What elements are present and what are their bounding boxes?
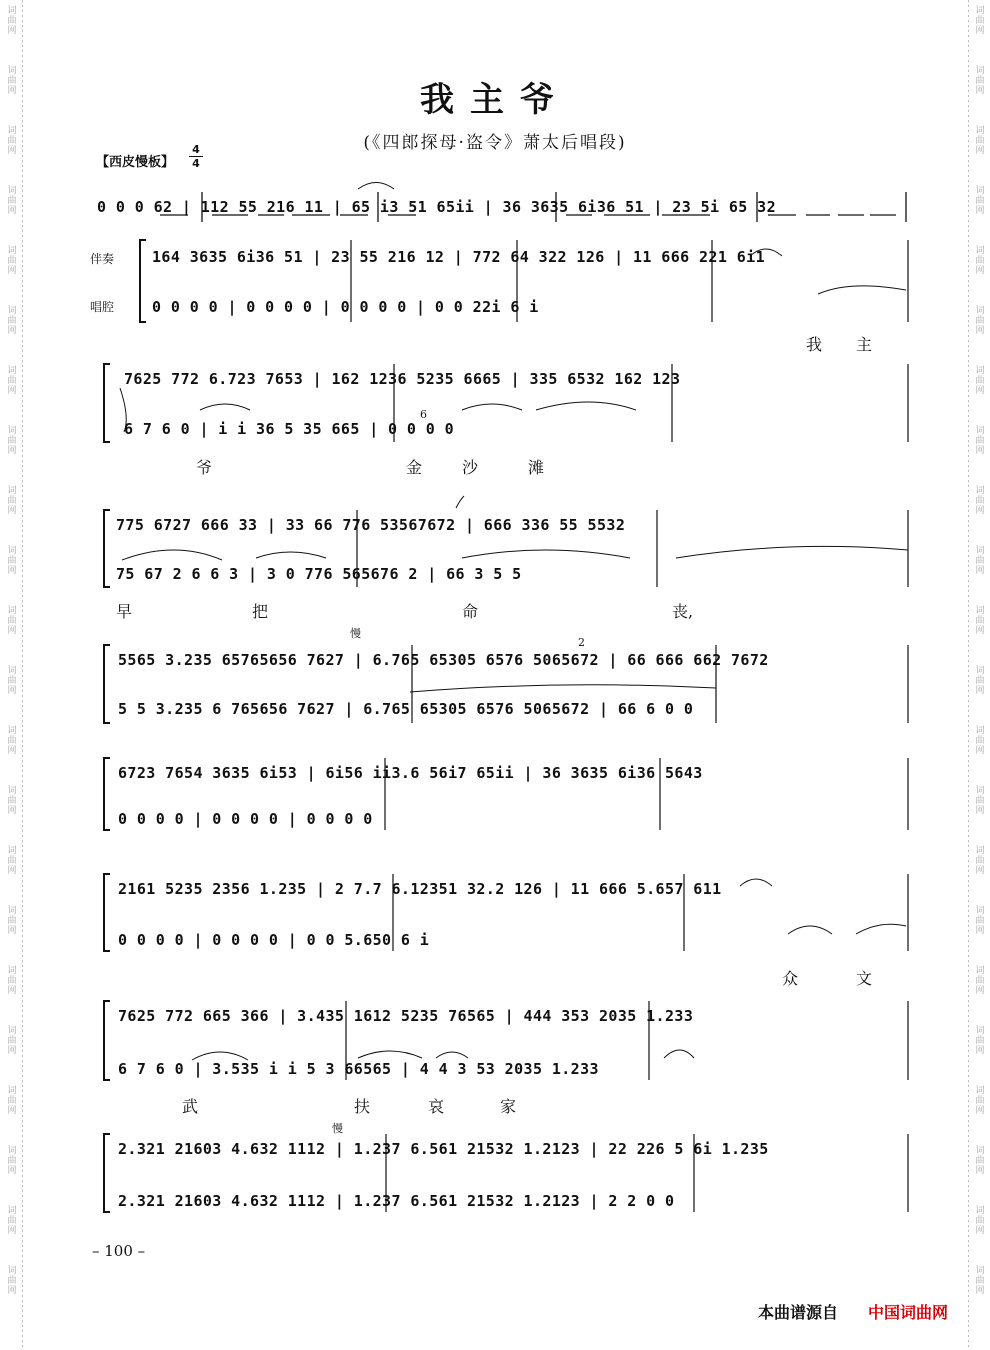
watermark-text: 词 曲 网 xyxy=(7,366,17,396)
watermark-text: 词 曲 网 xyxy=(975,6,985,36)
watermark-text: 词 曲 网 xyxy=(7,546,17,576)
watermark-text: 词 曲 网 xyxy=(975,1146,985,1176)
watermark-text: 词 曲 网 xyxy=(7,1026,17,1056)
lyric: 主 xyxy=(856,335,873,354)
watermark-text: 词 曲 网 xyxy=(975,846,985,876)
lyric: 金 xyxy=(406,458,423,477)
system-6-accompaniment: 2161 5235 2356 1.235 | 2 7.7 6.12351 32.2 126 | 11 666 5.657 611 xyxy=(118,880,722,898)
watermark-text: 词 曲 网 xyxy=(975,486,985,516)
watermark-text: 词 曲 网 xyxy=(975,966,985,996)
watermark-text: 词 曲 网 xyxy=(7,66,17,96)
system-4-vocal: 5 5 3.235 6 765656 7627 | 6.765 65305 6576 5065672 | 66 6 0 0 xyxy=(118,700,694,718)
watermark-text: 词 曲 网 xyxy=(7,1206,17,1236)
intro-notation-line: 0 0 0 62 | 112 55 216 11 | 65 i3 51 65ii | 36 3635 6i36 51 | 23 5i 65 32 xyxy=(97,198,777,216)
watermark-text: 词 曲 网 xyxy=(975,906,985,936)
watermark-text: 词 曲 网 xyxy=(7,846,17,876)
watermark-text: 词 曲 网 xyxy=(7,426,17,456)
slow-marking: 慢 xyxy=(350,627,361,640)
tempo-marking: 【西皮慢板】 xyxy=(96,155,175,170)
watermark-text: 词 曲 网 xyxy=(975,666,985,696)
watermark-text: 词 曲 网 xyxy=(7,906,17,936)
watermark-text: 词 曲 网 xyxy=(7,786,17,816)
lyric: 我 xyxy=(806,335,823,354)
system-6-vocal: 0 0 0 0 | 0 0 0 0 | 0 0 5.650 6 i xyxy=(118,931,430,949)
lyric: 滩 xyxy=(528,458,545,477)
song-title: 我主爷 xyxy=(420,80,570,120)
system-1-accompaniment: 164 3635 6i36 51 | 23 55 216 12 | 772 64 322 126 | 11 666 221 6i1 xyxy=(152,248,765,266)
slow-marking: 慢 xyxy=(332,1122,343,1135)
lyric: 丧, xyxy=(672,602,694,621)
grace-note: 2 xyxy=(578,636,585,649)
system-8-vocal: 2.321 21603 4.632 1112 | 1.237 6.561 21532 1.2123 | 2 2 0 0 xyxy=(118,1192,675,1210)
lyric: 扶 xyxy=(354,1097,371,1116)
watermark-text: 词 曲 网 xyxy=(7,126,17,156)
watermark-text: 词 曲 网 xyxy=(7,606,17,636)
watermark-text: 词 曲 网 xyxy=(975,246,985,276)
system-8-accompaniment: 2.321 21603 4.632 1112 | 1.237 6.561 21532 1.2123 | 22 226 5 6i 1.235 xyxy=(118,1140,769,1158)
watermark-text: 词 曲 网 xyxy=(7,966,17,996)
watermark-text: 词 曲 网 xyxy=(975,66,985,96)
system-2-vocal: 6 7 6 0 | i i 36 5 35 665 | 0 0 0 0 xyxy=(124,420,455,438)
watermark-text: 词 曲 网 xyxy=(7,1266,17,1296)
source-prefix: 本曲谱源自 xyxy=(758,1303,839,1322)
watermark-text: 词 曲 网 xyxy=(7,246,17,276)
watermark-text: 词 曲 网 xyxy=(7,486,17,516)
lyric: 家 xyxy=(500,1097,517,1116)
source-site: 中国词曲网 xyxy=(868,1303,949,1322)
watermark-text: 词 曲 网 xyxy=(975,1206,985,1236)
watermark-text: 词 曲 网 xyxy=(975,786,985,816)
lyric: 爷 xyxy=(196,458,213,477)
lyric: 沙 xyxy=(462,458,479,477)
watermark-text: 词 曲 网 xyxy=(975,126,985,156)
time-signature-top: 4 xyxy=(192,143,200,156)
watermark-text: 词 曲 网 xyxy=(7,186,17,216)
lyric: 哀 xyxy=(428,1097,445,1116)
watermark-text: 词 曲 网 xyxy=(7,306,17,336)
system-7-accompaniment: 7625 772 665 366 | 3.435 1612 5235 76565 | 444 353 2035 1.233 xyxy=(118,1007,694,1025)
watermark-text: 词 曲 网 xyxy=(7,6,17,36)
watermark-text: 词 曲 网 xyxy=(7,726,17,756)
watermark-text: 词 曲 网 xyxy=(975,306,985,336)
accompaniment-label: 伴奏 xyxy=(90,252,115,266)
watermark-text: 词 曲 网 xyxy=(975,366,985,396)
watermark-text: 词 曲 网 xyxy=(975,546,985,576)
system-7-vocal: 6 7 6 0 | 3.535 i i 5 3 66565 | 4 4 3 53 2035 1.233 xyxy=(118,1060,599,1078)
watermark-text: 词 曲 网 xyxy=(975,1086,985,1116)
watermark-text: 词 曲 网 xyxy=(7,1086,17,1116)
watermark-text: 词 曲 网 xyxy=(7,1146,17,1176)
song-subtitle: (《四郎探母·盗令》萧太后唱段) xyxy=(363,133,627,153)
lyric: 早 xyxy=(116,602,133,621)
system-5-accompaniment: 6723 7654 3635 6i53 | 6i56 ii3.6 56i7 65ii | 36 3635 6i36 5643 xyxy=(118,764,703,782)
system-2-accompaniment: 7625 772 6.723 7653 | 162 1236 5235 6665 | 335 6532 162 123 xyxy=(124,370,681,388)
vocal-label: 唱腔 xyxy=(90,300,115,314)
watermark-text: 词 曲 网 xyxy=(975,726,985,756)
system-3-vocal: 75 67 2 6 6 3 | 3 0 776 565676 2 | 66 3 5 5 xyxy=(116,565,522,583)
grace-note: 6 xyxy=(420,408,427,421)
system-1-vocal: 0 0 0 0 | 0 0 0 0 | 0 0 0 0 | 0 0 22i 6 i xyxy=(152,298,539,316)
watermark-text: 词 曲 网 xyxy=(975,1266,985,1296)
lyric: 众 xyxy=(782,969,799,988)
lyric: 武 xyxy=(182,1097,199,1116)
time-signature-bottom: 4 xyxy=(192,157,200,170)
system-5-vocal: 0 0 0 0 | 0 0 0 0 | 0 0 0 0 xyxy=(118,810,373,828)
lyric: 文 xyxy=(856,969,873,988)
watermark-text: 词 曲 网 xyxy=(975,426,985,456)
watermark-text: 词 曲 网 xyxy=(7,666,17,696)
lyric: 命 xyxy=(462,602,479,621)
system-4-accompaniment: 5565 3.235 65765656 7627 | 6.765 65305 6576 5065672 | 66 666 662 7672 xyxy=(118,651,769,669)
lyric: 把 xyxy=(252,602,269,621)
watermark-text: 词 曲 网 xyxy=(975,606,985,636)
watermark-text: 词 曲 网 xyxy=(975,186,985,216)
watermark-text: 词 曲 网 xyxy=(975,1026,985,1056)
page-number: – 100 – xyxy=(92,1242,146,1260)
system-3-accompaniment: 775 6727 666 33 | 33 66 776 53567672 | 666 336 55 5532 xyxy=(116,516,626,534)
